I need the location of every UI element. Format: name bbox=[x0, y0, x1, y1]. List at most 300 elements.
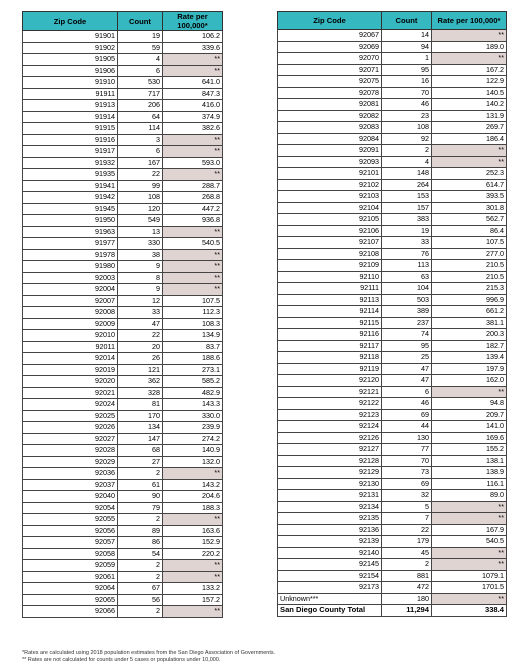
rate-cell: 167.9 bbox=[432, 524, 507, 536]
rate-cell: 614.7 bbox=[432, 179, 507, 191]
table-row bbox=[278, 271, 507, 283]
table-row bbox=[23, 410, 223, 422]
table-row bbox=[278, 444, 507, 456]
rate-cell: 374.9 bbox=[163, 111, 223, 123]
rate-cell: ** bbox=[163, 146, 223, 158]
table-row bbox=[278, 329, 507, 341]
count-cell: 134 bbox=[118, 422, 163, 434]
table-row bbox=[278, 283, 507, 295]
rate-cell: 133.2 bbox=[163, 583, 223, 595]
table-row bbox=[23, 192, 223, 204]
rate-cell: 134.9 bbox=[163, 330, 223, 342]
table-row bbox=[278, 375, 507, 387]
rate-cell: 274.2 bbox=[163, 433, 223, 445]
table-row bbox=[23, 77, 223, 89]
zip-code-cell: 92113 bbox=[278, 294, 382, 306]
table-row bbox=[278, 76, 507, 88]
rate-cell: 936.8 bbox=[163, 215, 223, 227]
count-cell: 108 bbox=[382, 122, 432, 134]
table-row bbox=[278, 570, 507, 582]
table-row bbox=[278, 455, 507, 467]
rate-cell: ** bbox=[432, 156, 507, 168]
zip-code-cell: 92135 bbox=[278, 513, 382, 525]
count-cell: 86 bbox=[118, 537, 163, 549]
zip-code-cell: 92130 bbox=[278, 478, 382, 490]
count-cell: 328 bbox=[118, 387, 163, 399]
rate-cell: 447.2 bbox=[163, 203, 223, 215]
rate-cell: 186.4 bbox=[432, 133, 507, 145]
table-row bbox=[278, 306, 507, 318]
table-row bbox=[23, 456, 223, 468]
zip-code-cell: 91911 bbox=[23, 88, 118, 100]
footnote-rates: *Rates are calculated using 2018 population estimates from the San Diego Association of Governments. bbox=[22, 650, 276, 656]
zip-code-cell: 91935 bbox=[23, 169, 118, 181]
table-row bbox=[23, 571, 223, 583]
count-cell: 120 bbox=[118, 203, 163, 215]
table-row bbox=[278, 225, 507, 237]
zip-code-cell: 91905 bbox=[23, 54, 118, 66]
zip-code-cell: 92024 bbox=[23, 399, 118, 411]
table-row bbox=[23, 238, 223, 250]
rate-cell: ** bbox=[163, 249, 223, 261]
zip-code-cell: 92036 bbox=[23, 468, 118, 480]
zip-code-cell: 92004 bbox=[23, 284, 118, 296]
count-cell: 77 bbox=[382, 444, 432, 456]
table-row bbox=[278, 237, 507, 249]
count-cell: 157 bbox=[382, 202, 432, 214]
table-row bbox=[23, 226, 223, 238]
table-row bbox=[278, 260, 507, 272]
zip-code-cell: 92066 bbox=[23, 606, 118, 618]
count-cell: 147 bbox=[118, 433, 163, 445]
rate-cell: 141.0 bbox=[432, 421, 507, 433]
rate-cell: 189.0 bbox=[432, 41, 507, 53]
rate-cell: 140.9 bbox=[163, 445, 223, 457]
table-header-row bbox=[278, 12, 507, 30]
zip-code-cell: 92083 bbox=[278, 122, 382, 134]
table-row bbox=[23, 169, 223, 181]
rate-cell: 155.2 bbox=[432, 444, 507, 456]
zip-code-header: Zip Code bbox=[278, 12, 382, 30]
zip-code-cell: 92075 bbox=[278, 76, 382, 88]
table-row bbox=[278, 110, 507, 122]
table-row bbox=[278, 317, 507, 329]
table-row bbox=[278, 386, 507, 398]
table-row bbox=[278, 202, 507, 214]
count-cell: 12 bbox=[118, 295, 163, 307]
table-row bbox=[23, 364, 223, 376]
zip-code-cell: 91915 bbox=[23, 123, 118, 135]
zip-code-cell: 92071 bbox=[278, 64, 382, 76]
zip-code-cell: 92145 bbox=[278, 559, 382, 571]
count-cell: 70 bbox=[382, 455, 432, 467]
count-cell: 330 bbox=[118, 238, 163, 250]
zip-code-cell: 92107 bbox=[278, 237, 382, 249]
zip-code-cell: 92123 bbox=[278, 409, 382, 421]
table-row bbox=[278, 490, 507, 502]
count-cell: 5 bbox=[382, 501, 432, 513]
table-row bbox=[23, 307, 223, 319]
rate-cell: ** bbox=[163, 272, 223, 284]
zip-code-cell: 92128 bbox=[278, 455, 382, 467]
table-row bbox=[23, 353, 223, 365]
rate-cell: 661.2 bbox=[432, 306, 507, 318]
rate-cell: 562.7 bbox=[432, 214, 507, 226]
count-cell: 14 bbox=[382, 30, 432, 42]
count-cell: 717 bbox=[118, 88, 163, 100]
count-cell: 25 bbox=[382, 352, 432, 364]
table-row bbox=[23, 341, 223, 353]
rate-cell: 277.0 bbox=[432, 248, 507, 260]
count-cell: 19 bbox=[118, 31, 163, 43]
rate-cell: 540.5 bbox=[163, 238, 223, 250]
count-cell: 3 bbox=[118, 134, 163, 146]
zip-code-cell: 92104 bbox=[278, 202, 382, 214]
count-cell: 113 bbox=[382, 260, 432, 272]
zip-code-cell: 92124 bbox=[278, 421, 382, 433]
zip-code-cell: 91906 bbox=[23, 65, 118, 77]
zip-code-cell: 92103 bbox=[278, 191, 382, 203]
zip-code-cell: 92059 bbox=[23, 560, 118, 572]
rate-cell: 197.9 bbox=[432, 363, 507, 375]
zip-code-cell: 92010 bbox=[23, 330, 118, 342]
count-cell: 95 bbox=[382, 340, 432, 352]
zip-code-cell: 92118 bbox=[278, 352, 382, 364]
rate-cell: 200.3 bbox=[432, 329, 507, 341]
rate-cell: 593.0 bbox=[163, 157, 223, 169]
count-header: Count bbox=[382, 12, 432, 30]
rate-cell: 847.3 bbox=[163, 88, 223, 100]
zip-code-cell: 92121 bbox=[278, 386, 382, 398]
rate-cell: ** bbox=[163, 54, 223, 66]
footnote-suppression: ** Rates are not calculated for counts under 5 cases or populations under 10,000. bbox=[22, 657, 221, 663]
count-cell: 69 bbox=[382, 478, 432, 490]
count-cell: 68 bbox=[118, 445, 163, 457]
count-cell: 92 bbox=[382, 133, 432, 145]
count-cell: 104 bbox=[382, 283, 432, 295]
table-row bbox=[23, 491, 223, 503]
count-cell: 148 bbox=[382, 168, 432, 180]
count-cell: 383 bbox=[382, 214, 432, 226]
table-row bbox=[278, 294, 507, 306]
zip-code-cell: 92139 bbox=[278, 536, 382, 548]
count-cell: 167 bbox=[118, 157, 163, 169]
count-cell: 4 bbox=[382, 156, 432, 168]
count-cell: 47 bbox=[382, 375, 432, 387]
table-row bbox=[278, 30, 507, 42]
table-row bbox=[23, 606, 223, 618]
rate-cell: ** bbox=[163, 514, 223, 526]
table-row bbox=[278, 421, 507, 433]
zip-code-cell: 92029 bbox=[23, 456, 118, 468]
zip-code-cell: 92081 bbox=[278, 99, 382, 111]
unknown-count: 180 bbox=[382, 593, 432, 605]
zip-code-cell: 92136 bbox=[278, 524, 382, 536]
count-cell: 19 bbox=[382, 225, 432, 237]
zip-code-cell: 92020 bbox=[23, 376, 118, 388]
count-cell: 2 bbox=[382, 559, 432, 571]
count-cell: 27 bbox=[118, 456, 163, 468]
table-row bbox=[23, 514, 223, 526]
zip-code-cell: 91901 bbox=[23, 31, 118, 43]
zip-code-cell: 92117 bbox=[278, 340, 382, 352]
count-cell: 54 bbox=[118, 548, 163, 560]
count-cell: 67 bbox=[118, 583, 163, 595]
rate-cell: 188.3 bbox=[163, 502, 223, 514]
count-cell: 13 bbox=[118, 226, 163, 238]
count-cell: 61 bbox=[118, 479, 163, 491]
count-cell: 79 bbox=[118, 502, 163, 514]
count-cell: 549 bbox=[118, 215, 163, 227]
table-row bbox=[23, 479, 223, 491]
count-cell: 2 bbox=[118, 606, 163, 618]
zip-code-cell: 91978 bbox=[23, 249, 118, 261]
table-row bbox=[278, 340, 507, 352]
table-row bbox=[23, 445, 223, 457]
table-row bbox=[23, 65, 223, 77]
rate-cell: 269.7 bbox=[432, 122, 507, 134]
count-cell: 47 bbox=[118, 318, 163, 330]
zip-code-cell: 92058 bbox=[23, 548, 118, 560]
table-header-row bbox=[23, 12, 223, 31]
zip-code-cell: 92065 bbox=[23, 594, 118, 606]
zip-code-cell: 91980 bbox=[23, 261, 118, 273]
table-row bbox=[278, 409, 507, 421]
rate-cell: 138.1 bbox=[432, 455, 507, 467]
count-cell: 16 bbox=[382, 76, 432, 88]
count-cell: 472 bbox=[382, 582, 432, 594]
zip-code-cell: 92134 bbox=[278, 501, 382, 513]
zip-code-cell: 91941 bbox=[23, 180, 118, 192]
table-row bbox=[278, 156, 507, 168]
rate-cell: 83.7 bbox=[163, 341, 223, 353]
rate-cell: 996.9 bbox=[432, 294, 507, 306]
zip-code-cell: 92101 bbox=[278, 168, 382, 180]
rate-cell: 393.5 bbox=[432, 191, 507, 203]
count-cell: 114 bbox=[118, 123, 163, 135]
table-row bbox=[23, 134, 223, 146]
table-row bbox=[278, 87, 507, 99]
count-cell: 6 bbox=[118, 65, 163, 77]
count-cell: 81 bbox=[118, 399, 163, 411]
zip-code-cell: 91913 bbox=[23, 100, 118, 112]
count-cell: 99 bbox=[118, 180, 163, 192]
rate-cell: 330.0 bbox=[163, 410, 223, 422]
table-row bbox=[23, 468, 223, 480]
rate-header: Rate per 100,000* bbox=[432, 12, 507, 30]
count-cell: 8 bbox=[118, 272, 163, 284]
table-row bbox=[23, 433, 223, 445]
table-row bbox=[23, 583, 223, 595]
count-cell: 264 bbox=[382, 179, 432, 191]
rate-cell: ** bbox=[432, 30, 507, 42]
table-row bbox=[278, 524, 507, 536]
rate-cell: 252.3 bbox=[432, 168, 507, 180]
rate-cell: 482.9 bbox=[163, 387, 223, 399]
count-cell: 63 bbox=[382, 271, 432, 283]
table-row bbox=[278, 536, 507, 548]
zip-code-cell: 92040 bbox=[23, 491, 118, 503]
rate-cell: 139.4 bbox=[432, 352, 507, 364]
zip-code-cell: 92093 bbox=[278, 156, 382, 168]
zip-code-cell: 92114 bbox=[278, 306, 382, 318]
rate-cell: ** bbox=[163, 468, 223, 480]
table-row bbox=[278, 478, 507, 490]
rate-cell: 209.7 bbox=[432, 409, 507, 421]
count-cell: 46 bbox=[382, 398, 432, 410]
rate-cell: 268.8 bbox=[163, 192, 223, 204]
rate-cell: 167.2 bbox=[432, 64, 507, 76]
zip-code-cell: 91910 bbox=[23, 77, 118, 89]
table-row bbox=[23, 537, 223, 549]
table-row bbox=[278, 133, 507, 145]
zip-code-cell: 92026 bbox=[23, 422, 118, 434]
count-cell: 47 bbox=[382, 363, 432, 375]
count-cell: 2 bbox=[118, 571, 163, 583]
zip-code-cell: 92078 bbox=[278, 87, 382, 99]
rate-cell: 540.5 bbox=[432, 536, 507, 548]
rate-cell: 215.3 bbox=[432, 283, 507, 295]
table-row bbox=[23, 548, 223, 560]
zip-code-cell: 92011 bbox=[23, 341, 118, 353]
table-row bbox=[23, 422, 223, 434]
rate-header: Rate per 100,000* bbox=[163, 12, 223, 31]
count-cell: 64 bbox=[118, 111, 163, 123]
zip-code-cell: 92084 bbox=[278, 133, 382, 145]
rate-cell: 138.9 bbox=[432, 467, 507, 479]
count-cell: 2 bbox=[118, 560, 163, 572]
rate-cell: ** bbox=[432, 53, 507, 65]
zip-code-cell: 92056 bbox=[23, 525, 118, 537]
zip-code-cell: 92127 bbox=[278, 444, 382, 456]
zip-code-cell: 92131 bbox=[278, 490, 382, 502]
zip-code-cell: 92008 bbox=[23, 307, 118, 319]
zip-code-cell: 92102 bbox=[278, 179, 382, 191]
rate-cell: 1701.5 bbox=[432, 582, 507, 594]
rate-cell: ** bbox=[432, 386, 507, 398]
rate-cell: ** bbox=[432, 501, 507, 513]
count-cell: 69 bbox=[382, 409, 432, 421]
rate-cell: ** bbox=[163, 226, 223, 238]
table-row bbox=[278, 41, 507, 53]
table-row bbox=[23, 399, 223, 411]
table-row bbox=[278, 64, 507, 76]
table-row bbox=[278, 398, 507, 410]
unknown-label: Unknown*** bbox=[278, 593, 382, 605]
table-row bbox=[23, 123, 223, 135]
table-row bbox=[278, 352, 507, 364]
table-row bbox=[278, 582, 507, 594]
zip-code-header: Zip Code bbox=[23, 12, 118, 31]
table-row bbox=[23, 42, 223, 54]
count-cell: 6 bbox=[382, 386, 432, 398]
rate-cell: 122.9 bbox=[432, 76, 507, 88]
table-row bbox=[23, 284, 223, 296]
table-row bbox=[23, 111, 223, 123]
table-row bbox=[23, 203, 223, 215]
rate-cell: 132.0 bbox=[163, 456, 223, 468]
zip-code-cell: 92064 bbox=[23, 583, 118, 595]
rate-cell: 641.0 bbox=[163, 77, 223, 89]
zip-code-cell: 91950 bbox=[23, 215, 118, 227]
rate-cell: 143.3 bbox=[163, 399, 223, 411]
table-row bbox=[278, 191, 507, 203]
rate-cell: 273.1 bbox=[163, 364, 223, 376]
zip-code-cell: 91917 bbox=[23, 146, 118, 158]
rate-cell: 106.2 bbox=[163, 31, 223, 43]
count-cell: 95 bbox=[382, 64, 432, 76]
rate-cell: ** bbox=[163, 606, 223, 618]
zip-code-cell: 92108 bbox=[278, 248, 382, 260]
table-row bbox=[23, 31, 223, 43]
rate-cell: 301.8 bbox=[432, 202, 507, 214]
zip-code-cell: 92110 bbox=[278, 271, 382, 283]
table-row bbox=[278, 179, 507, 191]
table-row bbox=[278, 363, 507, 375]
zip-code-cell: 92067 bbox=[278, 30, 382, 42]
total-rate: 338.4 bbox=[432, 605, 507, 617]
count-cell: 20 bbox=[118, 341, 163, 353]
count-cell: 2 bbox=[118, 514, 163, 526]
table-row bbox=[278, 248, 507, 260]
count-cell: 22 bbox=[118, 330, 163, 342]
count-header: Count bbox=[118, 12, 163, 31]
table-row bbox=[23, 376, 223, 388]
table-row bbox=[278, 513, 507, 525]
zip-code-cell: 92116 bbox=[278, 329, 382, 341]
table-row bbox=[278, 501, 507, 513]
zip-code-cell: 91914 bbox=[23, 111, 118, 123]
rate-cell: 381.1 bbox=[432, 317, 507, 329]
zip-code-cell: 91963 bbox=[23, 226, 118, 238]
rate-cell: ** bbox=[163, 65, 223, 77]
count-cell: 90 bbox=[118, 491, 163, 503]
count-cell: 237 bbox=[382, 317, 432, 329]
count-cell: 179 bbox=[382, 536, 432, 548]
count-cell: 881 bbox=[382, 570, 432, 582]
rate-cell: 220.2 bbox=[163, 548, 223, 560]
zip-code-cell: 92091 bbox=[278, 145, 382, 157]
count-cell: 89 bbox=[118, 525, 163, 537]
rate-cell: ** bbox=[163, 261, 223, 273]
footnotes bbox=[22, 650, 522, 664]
rate-cell: 382.6 bbox=[163, 123, 223, 135]
count-cell: 2 bbox=[382, 145, 432, 157]
rate-cell: 210.5 bbox=[432, 271, 507, 283]
count-cell: 108 bbox=[118, 192, 163, 204]
count-cell: 38 bbox=[118, 249, 163, 261]
count-cell: 70 bbox=[382, 87, 432, 99]
rate-cell: 107.5 bbox=[432, 237, 507, 249]
count-cell: 153 bbox=[382, 191, 432, 203]
table-row bbox=[23, 180, 223, 192]
count-cell: 206 bbox=[118, 100, 163, 112]
table-row bbox=[23, 318, 223, 330]
table-row bbox=[23, 54, 223, 66]
table-row bbox=[278, 547, 507, 559]
count-cell: 26 bbox=[118, 353, 163, 365]
zip-code-cell: 91932 bbox=[23, 157, 118, 169]
count-cell: 6 bbox=[118, 146, 163, 158]
zip-code-cell: 92027 bbox=[23, 433, 118, 445]
table-row bbox=[278, 168, 507, 180]
count-cell: 33 bbox=[118, 307, 163, 319]
rate-cell: 162.0 bbox=[432, 375, 507, 387]
total-count: 11,294 bbox=[382, 605, 432, 617]
zip-code-cell: 92019 bbox=[23, 364, 118, 376]
count-cell: 2 bbox=[118, 468, 163, 480]
rate-cell: 169.6 bbox=[432, 432, 507, 444]
